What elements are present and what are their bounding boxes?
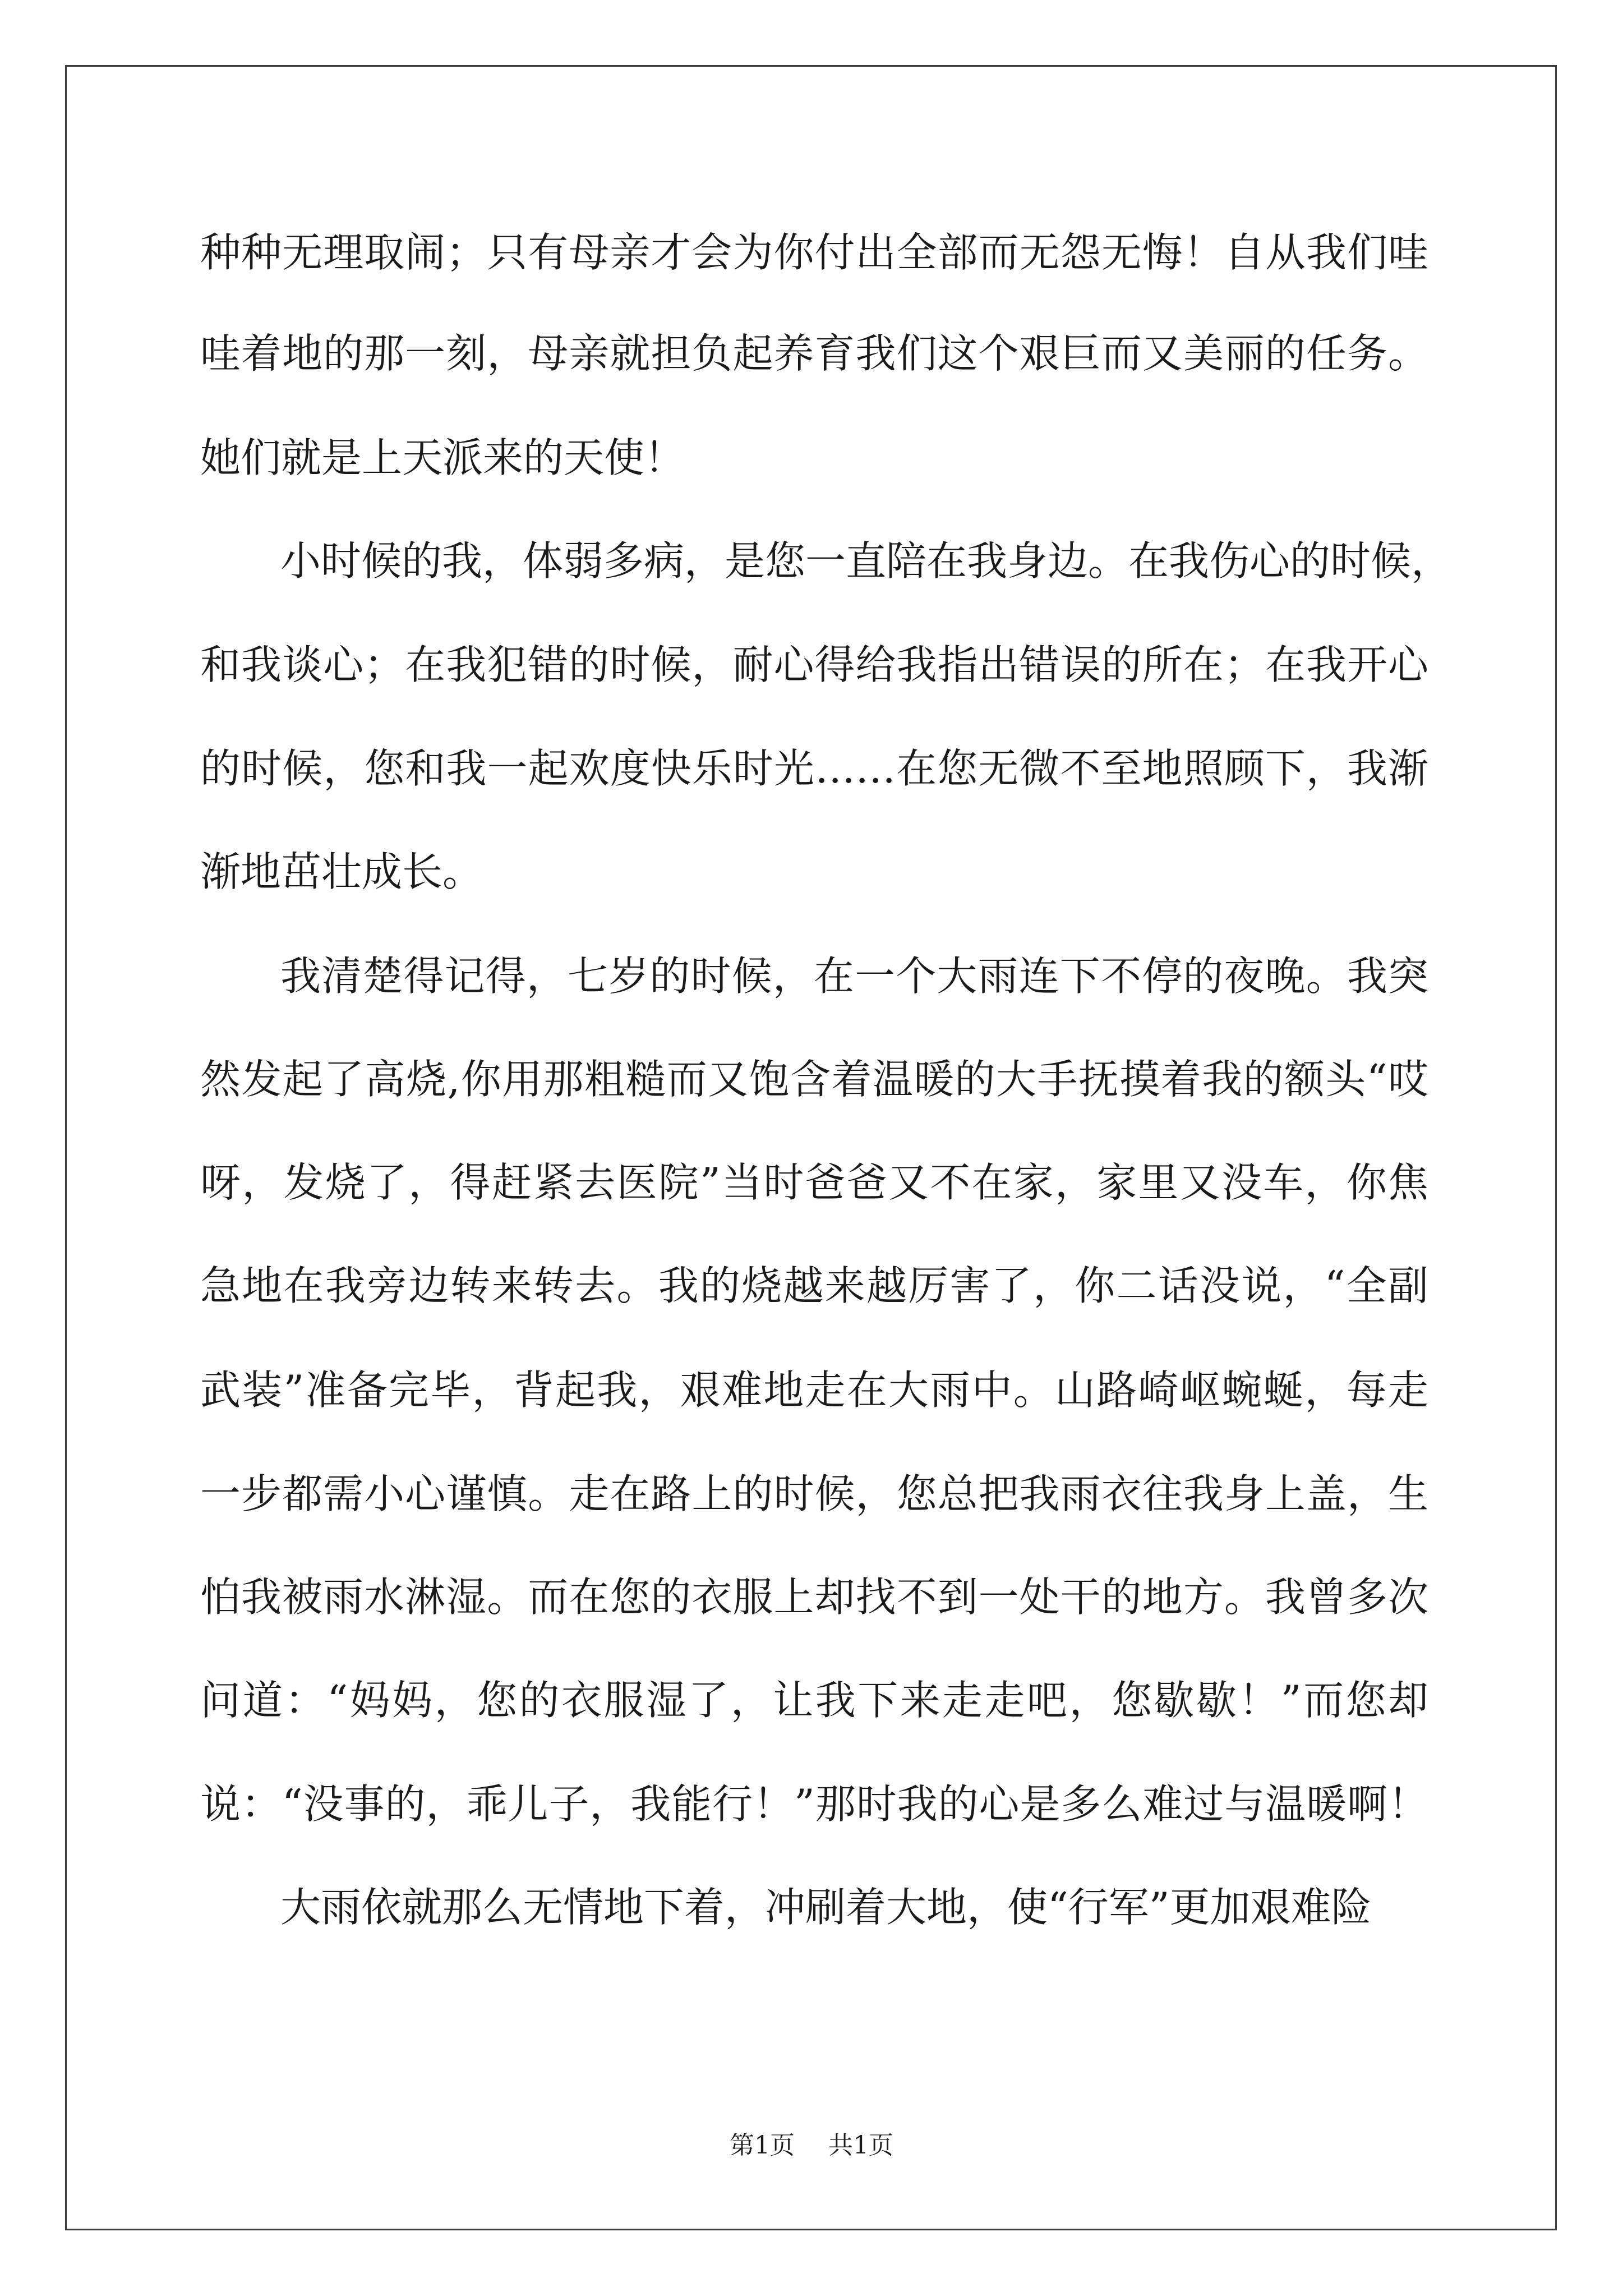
text-line: 然发起了高烧,你用那粗糙而又饱含着温暖的大手抚摸着我的额头“哎 (200, 1056, 1428, 1103)
text-line: 小时候的我，体弱多病，是您一直陪在我身边。在我伤心的时候， (280, 537, 1452, 585)
text-line: 哇着地的那一刻，母亲就担负起养育我们这个艰巨而又美丽的任务。 (200, 330, 1428, 377)
text-line: 武装”准备完毕，背起我，艰难地走在大雨中。山路崎岖蜿蜒，每走 (200, 1366, 1428, 1414)
text-line: 和我谈心；在我犯错的时候，耐心得给我指出错误的所在；在我开心 (200, 641, 1428, 688)
text-line: 种种无理取闹；只有母亲才会为你付出全部而无怨无悔！自从我们哇 (200, 229, 1428, 276)
page-footer (0, 2129, 1623, 2162)
text-line: 我清楚得记得，七岁的时候，在一个大雨连下不停的夜晚。我突 (280, 953, 1428, 1000)
text-line: 呀，发烧了，得赶紧去医院”当时爸爸又不在家，家里又没车，你焦 (200, 1159, 1428, 1206)
text-line: 一步都需小心谨慎。走在路上的时候，您总把我雨衣往我身上盖，生 (200, 1470, 1428, 1517)
text-line: 怕我被雨水淋湿。而在您的衣服上却找不到一处干的地方。我曾多次 (200, 1573, 1428, 1621)
text-line: 急地在我旁边转来转去。我的烧越来越厉害了，你二话没说，“全副 (200, 1262, 1428, 1309)
page-number: 第1页 (730, 2131, 795, 2160)
text-line: 说：“没事的，乖儿子，我能行！”那时我的心是多么难过与温暖啊！ (200, 1780, 1428, 1828)
text-line: 渐地茁壮成长。 (200, 848, 483, 895)
text-line: 大雨依就那么无情地下着，冲刷着大地，使“行军”更加艰难险 (280, 1884, 1372, 1931)
text-line: 她们就是上天派来的天使！ (200, 434, 685, 481)
text-line: 问道：“妈妈，您的衣服湿了，让我下来走走吧，您歇歇！”而您却 (200, 1677, 1428, 1724)
text-line: 的时候，您和我一起欢度快乐时光……在您无微不至地照顾下，我渐 (200, 745, 1428, 792)
page-total: 共1页 (828, 2131, 893, 2160)
